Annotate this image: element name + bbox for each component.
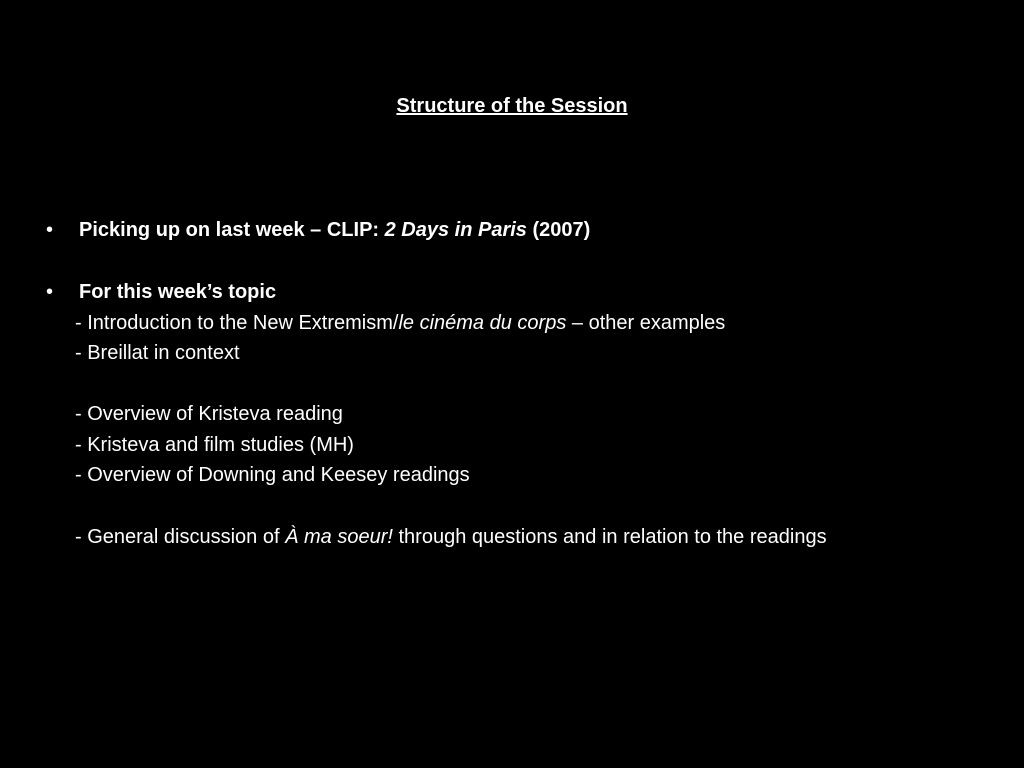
bullet-1-year: (2007) bbox=[526, 219, 591, 241]
sub-item-new-extremism bbox=[75, 309, 725, 337]
bullet-1-text bbox=[79, 216, 590, 244]
bullet-1-part1: Picking up on last week – CLIP: bbox=[79, 219, 385, 241]
sub-item-kristeva-overview: - Overview of Kristeva reading bbox=[75, 403, 343, 425]
sub-item-kristeva-film: - Kristeva and film studies (MH) bbox=[75, 434, 354, 456]
sub-item-general-discussion bbox=[75, 523, 827, 551]
sub-item-general-discussion-a: - General discussion of bbox=[75, 526, 286, 548]
sub-item-new-extremism-italic: le cinéma du corps bbox=[398, 312, 567, 334]
sub-item-breillat: - Breillat in context bbox=[75, 342, 240, 364]
sub-item-general-discussion-c: through questions and in relation to the readings bbox=[392, 526, 827, 548]
bullet-1-glyph: • bbox=[46, 219, 54, 241]
bullet-2-heading: For this week’s topic bbox=[79, 281, 277, 303]
slide-title: Structure of the Session bbox=[396, 95, 628, 117]
bullet-2-glyph: • bbox=[46, 281, 54, 303]
sub-item-new-extremism-a: - Introduction to the New Extremism/ bbox=[75, 312, 399, 334]
sub-item-new-extremism-c: – other examples bbox=[566, 312, 726, 334]
sub-item-downing-keesey: - Overview of Downing and Keesey readings bbox=[75, 464, 470, 486]
sub-item-general-discussion-italic: À ma soeur! bbox=[285, 526, 393, 548]
bullet-1-film-title: 2 Days in Paris bbox=[384, 219, 527, 241]
